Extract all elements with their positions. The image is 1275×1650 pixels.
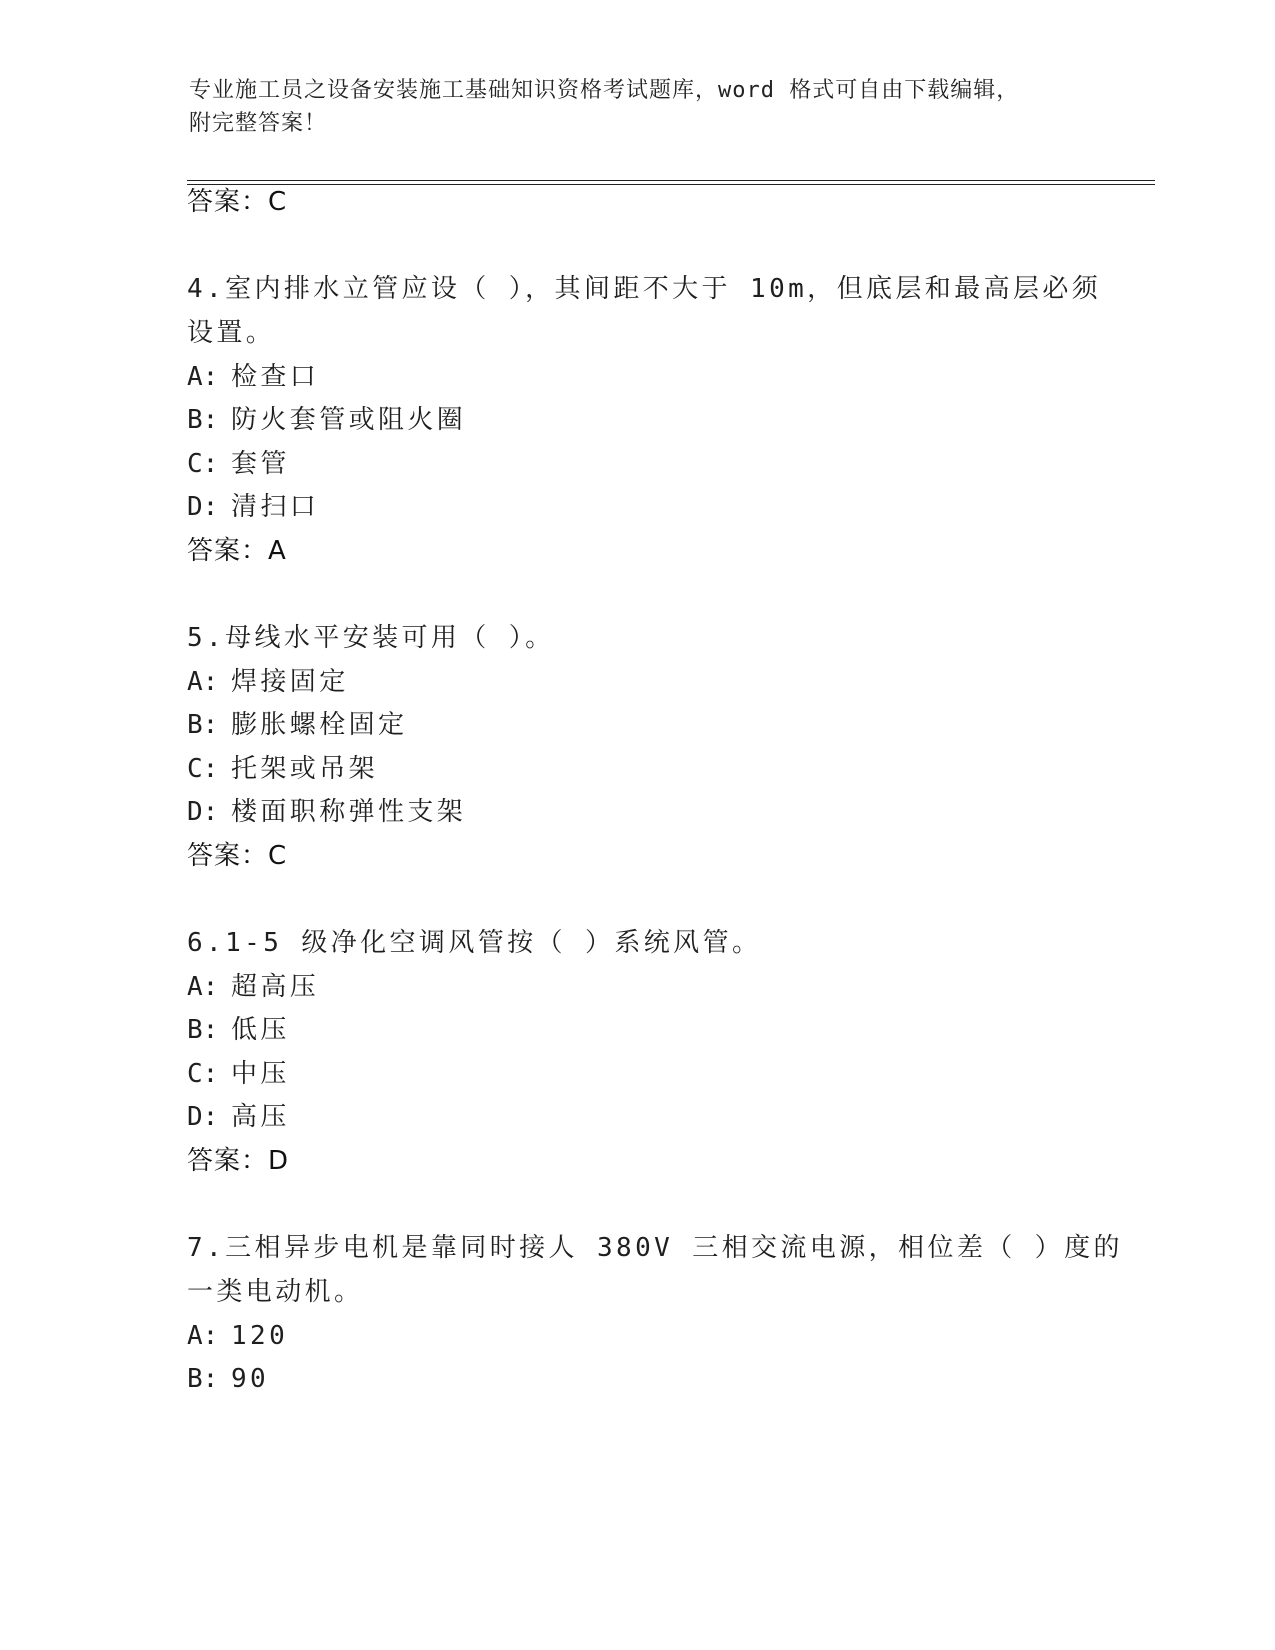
question-5-option-d: [187, 797, 466, 827]
option-text: 高压: [231, 1102, 290, 1132]
option-label: A:: [187, 1321, 219, 1351]
option-label: A:: [187, 667, 219, 697]
option-label: C:: [187, 449, 219, 479]
question-5-option-a: [187, 667, 349, 697]
option-text: 膨胀螺栓固定: [231, 710, 408, 740]
question-4-option-d: [187, 492, 319, 522]
question-5-answer: 答案：C: [187, 841, 288, 871]
question-6-answer: 答案：D: [187, 1146, 290, 1176]
option-label: A:: [187, 362, 219, 392]
question-6-option-d: [187, 1102, 290, 1132]
header-line-2: 附完整答案！: [189, 111, 328, 136]
prev-answer: 答案：C: [187, 187, 288, 217]
question-5-stem-line-1: 5.母线水平安装可用（ ）。: [187, 623, 555, 653]
option-text: 90: [231, 1364, 270, 1394]
option-label: C:: [187, 754, 219, 784]
option-label: C:: [187, 1059, 219, 1089]
question-4-answer: 答案：A: [187, 536, 287, 566]
question-6-option-c: [187, 1059, 290, 1089]
question-6-stem-line-1: 6.1-5 级净化空调风管按（ ）系统风管。: [187, 928, 762, 958]
header-rule-top: [187, 180, 1155, 181]
header-rule-bottom: [187, 184, 1155, 185]
question-7-option-b: [187, 1364, 269, 1394]
option-label: D:: [187, 492, 219, 522]
option-text: 超高压: [231, 972, 320, 1002]
option-text: 套管: [231, 449, 290, 479]
option-label: B:: [187, 1015, 219, 1045]
option-label: B:: [187, 1364, 219, 1394]
question-7-stem-line-2: 一类电动机。: [187, 1277, 364, 1307]
option-text: 托架或吊架: [231, 754, 379, 784]
option-label: B:: [187, 710, 219, 740]
header-line-1: 专业施工员之设备安装施工基础知识资格考试题库，word 格式可自由下载编辑，: [189, 78, 1020, 103]
document-header: [189, 74, 1069, 140]
question-5-option-c: [187, 754, 378, 784]
question-4-stem-line-2: 设置。: [187, 318, 276, 348]
option-text: 120: [231, 1321, 289, 1351]
question-6-option-b: [187, 1015, 290, 1045]
question-7-option-a: [187, 1321, 288, 1351]
option-text: 防火套管或阻火圈: [231, 405, 467, 435]
question-4-option-a: [187, 362, 319, 392]
option-label: D:: [187, 1102, 219, 1132]
question-4-option-b: [187, 405, 466, 435]
question-4-option-c: [187, 449, 290, 479]
option-text: 中压: [231, 1059, 290, 1089]
option-label: A:: [187, 972, 219, 1002]
option-text: 楼面职称弹性支架: [231, 797, 467, 827]
question-6-option-a: [187, 972, 319, 1002]
option-label: B:: [187, 405, 219, 435]
option-text: 低压: [231, 1015, 290, 1045]
option-text: 焊接固定: [231, 667, 349, 697]
option-text: 清扫口: [231, 492, 320, 522]
option-text: 检查口: [231, 362, 320, 392]
question-7-stem-line-1: 7.三相异步电机是靠同时接人 380V 三相交流电源，相位差（ ）度的: [187, 1233, 1123, 1263]
option-label: D:: [187, 797, 219, 827]
question-5-option-b: [187, 710, 407, 740]
question-4-stem-line-1: 4.室内排水立管应设（ ），其间距不大于 10m，但底层和最高层必须: [187, 274, 1102, 304]
